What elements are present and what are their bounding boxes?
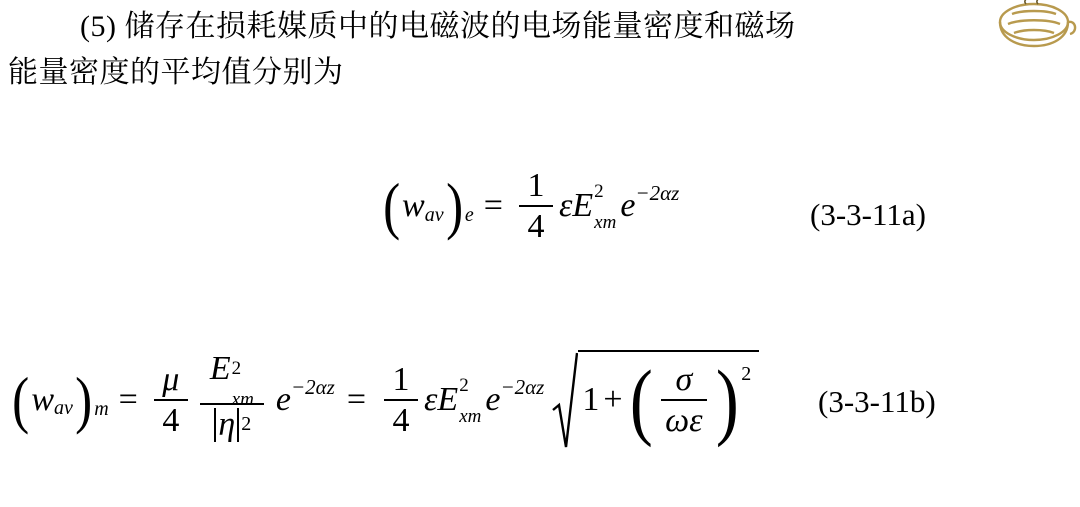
e-exponent-a: −2αz [635,180,680,205]
paragraph-text [8,4,1038,96]
square-root-group [552,350,759,450]
sqrt-one: 1 [582,381,600,418]
right-paren-icon: ) [715,351,739,448]
fraction-denominator-mu: 4 [162,401,180,439]
eta-superscript: 2 [241,412,252,435]
sqrt-plus: + [603,381,623,418]
E-symbol-a: E [572,187,594,225]
w-subscript-av: av [424,203,444,226]
right-paren-icon: ) [445,169,463,241]
E-symbol-c: E [437,381,459,418]
E-indices-c [459,375,482,427]
equation-tag-3-3-11a: (3-3-11a) [810,197,926,232]
E-superscript-c: 2 [459,375,469,396]
fraction-numerator-b: 1 [392,360,410,398]
fraction-numerator-a: 1 [527,167,545,204]
radicand [578,350,759,450]
sqrt-paren-group [627,351,742,448]
sigma-symbol: σ [675,360,693,398]
fraction-mu-over-4 [154,362,188,438]
w-outer-subscript-e: e [464,203,474,226]
radical-sign-icon [552,350,578,450]
mu-symbol: μ [162,360,180,398]
epsilon-symbol-b: ε [424,381,438,418]
equals-sign-b2: = [346,381,366,418]
abs-bar-right [237,408,239,442]
E-superscript-a: 2 [594,181,604,203]
equation-tag-3-3-11b: (3-3-11b) [818,384,936,419]
E-superscript-b: 2 [231,357,242,379]
E-subscript-b: xm [231,388,254,410]
sqrt-paren-superscript: 2 [741,362,752,385]
paragraph-line-2: 能量密度的平均值分别为 [8,56,344,89]
fraction-denominator-eta2 [208,405,255,450]
w-symbol: w [402,187,425,225]
paragraph-line-1: 储存在损耗媒质中的电磁波的电场能量密度和磁场 [124,10,796,43]
equals-sign-a: = [483,187,503,225]
fraction-denominator-b: 4 [392,401,410,439]
equals-sign-b1: = [118,381,138,418]
E-symbol-b: E [209,349,231,387]
e-exponent-b: −2αz [290,374,335,399]
w-symbol-b: w [31,380,54,418]
fraction-one-fourth-a [519,168,553,244]
fraction-sigma-over-omega-epsilon [661,362,706,438]
equation-3-3-11b-body [10,350,759,450]
left-paren-icon: ( [629,351,653,448]
right-paren-icon: ) [75,363,93,435]
abs-eta [212,407,241,443]
e-base-a: e [620,187,636,225]
eta-symbol: η [218,405,236,443]
fraction-numerator-E2 [206,349,258,410]
epsilon-symbol-a: ε [558,187,573,225]
lhs-group-a [381,169,465,241]
E-subscript-c: xm [459,406,482,427]
left-paren-icon: ( [382,169,400,241]
E-subscript-a: xm [594,212,617,234]
lhs-group-b [10,363,94,435]
w-outer-subscript-m: m [94,397,109,420]
paragraph-item-marker: (5) [80,10,117,43]
E-indices-b [231,357,254,410]
e-base-b: e [275,381,291,418]
fraction-denominator-a: 4 [527,207,545,245]
left-paren-icon: ( [12,363,30,435]
abs-bar-left [214,408,216,442]
omega-epsilon-symbol: ωε [665,401,703,439]
w-subscript-av-b: av [54,397,73,420]
e-exponent-c: −2αz [500,374,545,399]
E-indices-a [594,181,617,234]
e-base-c: e [485,381,501,418]
equation-3-3-11a-body [381,168,680,244]
fraction-E2-over-eta2 [200,351,264,450]
fraction-one-fourth-b [384,362,418,438]
